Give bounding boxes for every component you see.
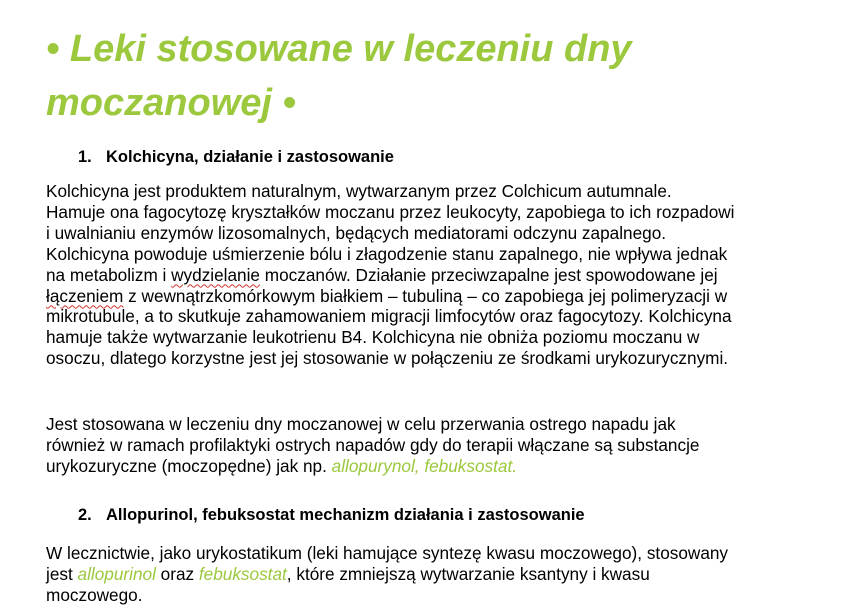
section-number: 2.	[78, 506, 92, 524]
text-segment: jest	[46, 563, 78, 584]
section-heading-text: Allopurinol, febuksostat mechanizm działania i zastosowanie	[106, 506, 585, 524]
text-line: Hamuje ona fagocytozę kryształków moczanu przez leukocyty, zapobiega to ich rozpadowi	[46, 201, 735, 222]
text-line: moczowego.	[46, 584, 143, 605]
section-number: 1.	[78, 148, 92, 166]
text-line: mikrotubule, a to skutkuje zahamowaniem migracji limfocytów oraz fagocytozy. Kolchicyna	[46, 306, 732, 327]
text-line: i uwalnianiu enzymów lizosomalnych, będących mediatorami odczynu zapalnego.	[46, 222, 667, 243]
text-line	[46, 286, 861, 307]
highlighted-drug-name: allopurinol	[77, 563, 156, 584]
section-heading-allopurinol	[78, 505, 585, 525]
text-line: Kolchicyna powoduje uśmierzenie bólu i złagodzenie stanu zapalnego, nie wpływa jednak	[46, 243, 728, 264]
paragraph-allopurinol-description	[46, 543, 861, 606]
text-segment: , które zmniejszą wytwarzanie ksantyny i kwasu	[286, 563, 650, 584]
paragraph-kolchicyna-usage	[46, 414, 861, 477]
text-line	[46, 564, 861, 585]
text-line: W lecznictwie, jako urykostatikum (leki hamujące syntezę kwasu moczowego), stosowany	[46, 543, 729, 563]
text-line: również w ramach profilaktyki ostrych napadów gdy do terapii włączane są substancje	[46, 434, 700, 455]
spellcheck-flagged-word[interactable]: łączeniem	[46, 285, 124, 306]
text-segment: z wewnątrzkomórkowym białkiem – tubuliną – co zapobiega jej polimeryzacji w	[123, 285, 728, 306]
text-line	[46, 265, 861, 286]
text-segment: urykozuryczne (moczopędne) jak np.	[46, 455, 332, 476]
text-line: Kolchicyna jest produktem naturalnym, wytwarzanym przez Colchicum autumnale.	[46, 181, 672, 201]
document-title: • Leki stosowane w leczeniu dny moczanowej •	[46, 28, 632, 124]
highlighted-drug-names: allopurynol, febuksostat.	[331, 455, 517, 476]
section-heading-text: Kolchicyna, działanie i zastosowanie	[106, 148, 394, 166]
text-line: Jest stosowana w leczeniu dny moczanowej w celu przerwania ostrego napadu jak	[46, 414, 676, 434]
text-segment: na metabolizm i	[46, 264, 172, 285]
paragraph-kolchicyna-description	[46, 181, 861, 369]
highlighted-drug-name: febuksostat	[198, 563, 287, 584]
spellcheck-flagged-word[interactable]: wydzielanie	[171, 264, 260, 285]
text-segment: oraz	[155, 563, 199, 584]
section-heading-kolchicyna	[78, 147, 394, 167]
text-line: hamuje także wytwarzanie leukotrienu B4. Kolchicyna nie obniża poziomu moczanu w	[46, 327, 700, 348]
text-line: osoczu, dlatego korzystne jest jej stosowanie w połączeniu ze środkami urykozurycznymi.	[46, 348, 729, 369]
text-segment: moczanów. Działanie przeciwzapalne jest spowodowane jej	[260, 264, 718, 285]
text-line	[46, 456, 861, 477]
